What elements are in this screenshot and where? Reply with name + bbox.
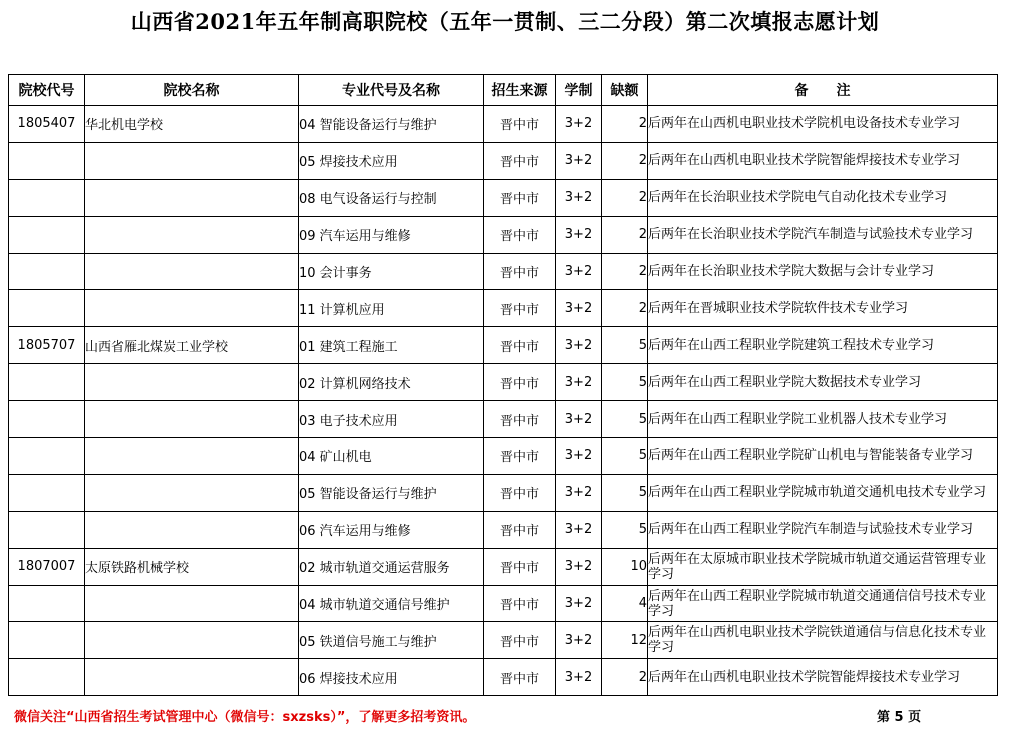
major-cell: 06 焊接技术应用: [299, 659, 484, 696]
system-cell: 3+2: [556, 474, 602, 511]
remark-cell: 后两年在山西工程职业学院城市轨道交通机电技术专业学习: [648, 474, 998, 511]
quota-cell: 2: [602, 106, 648, 143]
quota-cell: 2: [602, 179, 648, 216]
system-cell: 3+2: [556, 290, 602, 327]
school-code-cell: [9, 401, 85, 438]
table-row: [9, 585, 998, 622]
system-cell: 3+2: [556, 438, 602, 475]
footer-wechat-notice: 微信关注“山西省招生考试管理中心（微信号：sxzsks）”，了解更多招考资讯。: [14, 710, 476, 725]
school-name-cell: [85, 622, 299, 659]
source-cell: 晋中市: [484, 106, 556, 143]
table-header-row: [9, 75, 998, 106]
school-code-cell: [9, 474, 85, 511]
system-cell: 3+2: [556, 659, 602, 696]
system-cell: 3+2: [556, 364, 602, 401]
school-name-cell: [85, 438, 299, 475]
source-cell: 晋中市: [484, 216, 556, 253]
remark-cell: 后两年在山西工程职业学院汽车制造与试验技术专业学习: [648, 511, 998, 548]
major-cell: 01 建筑工程施工: [299, 327, 484, 364]
table-row: [9, 290, 998, 327]
school-code-cell: [9, 585, 85, 622]
quota-cell: 12: [602, 622, 648, 659]
header-source: 招生来源: [484, 75, 556, 106]
quota-cell: 2: [602, 290, 648, 327]
remark-cell: 后两年在太原城市职业技术学院城市轨道交通运营管理专业学习: [648, 548, 998, 585]
enrollment-plan-table: [8, 74, 998, 696]
school-code-cell: [9, 511, 85, 548]
quota-cell: 5: [602, 511, 648, 548]
remark-cell: 后两年在山西机电职业技术学院智能焊接技术专业学习: [648, 142, 998, 179]
quota-cell: 2: [602, 253, 648, 290]
school-name-cell: 太原铁路机械学校: [85, 548, 299, 585]
header-remark: 备 注: [648, 75, 998, 106]
header-quota: 缺额: [602, 75, 648, 106]
major-cell: 08 电气设备运行与控制: [299, 179, 484, 216]
quota-cell: 5: [602, 438, 648, 475]
table-row: [9, 364, 998, 401]
document-title: 山西省2021年五年制高职院校（五年一贯制、三二分段）第二次填报志愿计划: [130, 9, 880, 34]
major-cell: 04 智能设备运行与维护: [299, 106, 484, 143]
source-cell: 晋中市: [484, 511, 556, 548]
source-cell: 晋中市: [484, 585, 556, 622]
remark-cell: 后两年在晋城职业技术学院软件技术专业学习: [648, 290, 998, 327]
source-cell: 晋中市: [484, 253, 556, 290]
source-cell: 晋中市: [484, 474, 556, 511]
table-row: [9, 216, 998, 253]
remark-cell: 后两年在长治职业技术学院汽车制造与试验技术专业学习: [648, 216, 998, 253]
table-row: [9, 511, 998, 548]
school-name-cell: [85, 290, 299, 327]
table-row: [9, 179, 998, 216]
major-cell: 09 汽车运用与维修: [299, 216, 484, 253]
header-school-name: 院校名称: [85, 75, 299, 106]
table-row: [9, 438, 998, 475]
school-code-cell: [9, 253, 85, 290]
quota-cell: 10: [602, 548, 648, 585]
school-code-cell: [9, 438, 85, 475]
school-name-cell: 山西省雁北煤炭工业学校: [85, 327, 299, 364]
source-cell: 晋中市: [484, 659, 556, 696]
school-code-cell: [9, 142, 85, 179]
school-name-cell: [85, 401, 299, 438]
system-cell: 3+2: [556, 216, 602, 253]
major-cell: 04 城市轨道交通信号维护: [299, 585, 484, 622]
remark-cell: 后两年在山西机电职业技术学院铁道通信与信息化技术专业学习: [648, 622, 998, 659]
quota-cell: 4: [602, 585, 648, 622]
system-cell: 3+2: [556, 401, 602, 438]
school-name-cell: [85, 253, 299, 290]
remark-cell: 后两年在长治职业技术学院电气自动化技术专业学习: [648, 179, 998, 216]
table-row: [9, 142, 998, 179]
source-cell: 晋中市: [484, 438, 556, 475]
source-cell: 晋中市: [484, 548, 556, 585]
school-name-cell: [85, 474, 299, 511]
major-cell: 05 铁道信号施工与维护: [299, 622, 484, 659]
remark-cell: 后两年在山西机电职业技术学院机电设备技术专业学习: [648, 106, 998, 143]
school-code-cell: 1805407: [9, 106, 85, 143]
page-number: 第 5 页: [877, 710, 922, 725]
table-row: [9, 253, 998, 290]
system-cell: 3+2: [556, 106, 602, 143]
remark-cell: 后两年在山西工程职业学院建筑工程技术专业学习: [648, 327, 998, 364]
major-cell: 11 计算机应用: [299, 290, 484, 327]
table-row: [9, 474, 998, 511]
school-code-cell: [9, 290, 85, 327]
system-cell: 3+2: [556, 179, 602, 216]
remark-cell: 后两年在山西机电职业技术学院智能焊接技术专业学习: [648, 659, 998, 696]
source-cell: 晋中市: [484, 622, 556, 659]
quota-cell: 2: [602, 216, 648, 253]
quota-cell: 5: [602, 327, 648, 364]
system-cell: 3+2: [556, 622, 602, 659]
system-cell: 3+2: [556, 548, 602, 585]
remark-cell: 后两年在山西工程职业学院城市轨道交通通信信号技术专业学习: [648, 585, 998, 622]
school-code-cell: [9, 364, 85, 401]
school-name-cell: [85, 659, 299, 696]
school-code-cell: [9, 622, 85, 659]
school-code-cell: [9, 179, 85, 216]
major-cell: 02 城市轨道交通运营服务: [299, 548, 484, 585]
table-row: [9, 659, 998, 696]
major-cell: 02 计算机网络技术: [299, 364, 484, 401]
school-code-cell: [9, 659, 85, 696]
source-cell: 晋中市: [484, 327, 556, 364]
school-code-cell: [9, 216, 85, 253]
school-name-cell: [85, 511, 299, 548]
system-cell: 3+2: [556, 253, 602, 290]
table-row: [9, 401, 998, 438]
source-cell: 晋中市: [484, 364, 556, 401]
table-row: [9, 106, 998, 143]
system-cell: 3+2: [556, 142, 602, 179]
quota-cell: 5: [602, 401, 648, 438]
major-cell: 10 会计事务: [299, 253, 484, 290]
school-code-cell: 1807007: [9, 548, 85, 585]
school-name-cell: [85, 585, 299, 622]
school-name-cell: [85, 142, 299, 179]
table-row: [9, 327, 998, 364]
system-cell: 3+2: [556, 511, 602, 548]
system-cell: 3+2: [556, 585, 602, 622]
major-cell: 05 焊接技术应用: [299, 142, 484, 179]
major-cell: 06 汽车运用与维修: [299, 511, 484, 548]
major-cell: 05 智能设备运行与维护: [299, 474, 484, 511]
header-system: 学制: [556, 75, 602, 106]
school-code-cell: 1805707: [9, 327, 85, 364]
header-major: 专业代号及名称: [299, 75, 484, 106]
remark-cell: 后两年在山西工程职业学院大数据技术专业学习: [648, 364, 998, 401]
quota-cell: 2: [602, 659, 648, 696]
source-cell: 晋中市: [484, 290, 556, 327]
school-name-cell: [85, 216, 299, 253]
source-cell: 晋中市: [484, 401, 556, 438]
table-row: [9, 622, 998, 659]
source-cell: 晋中市: [484, 142, 556, 179]
quota-cell: 5: [602, 474, 648, 511]
school-name-cell: [85, 364, 299, 401]
school-name-cell: [85, 179, 299, 216]
quota-cell: 5: [602, 364, 648, 401]
school-name-cell: 华北机电学校: [85, 106, 299, 143]
header-school-code: 院校代号: [9, 75, 85, 106]
major-cell: 04 矿山机电: [299, 438, 484, 475]
remark-cell: 后两年在山西工程职业学院工业机器人技术专业学习: [648, 401, 998, 438]
major-cell: 03 电子技术应用: [299, 401, 484, 438]
system-cell: 3+2: [556, 327, 602, 364]
source-cell: 晋中市: [484, 179, 556, 216]
table-row: [9, 548, 998, 585]
remark-cell: 后两年在山西工程职业学院矿山机电与智能装备专业学习: [648, 438, 998, 475]
quota-cell: 2: [602, 142, 648, 179]
remark-cell: 后两年在长治职业技术学院大数据与会计专业学习: [648, 253, 998, 290]
